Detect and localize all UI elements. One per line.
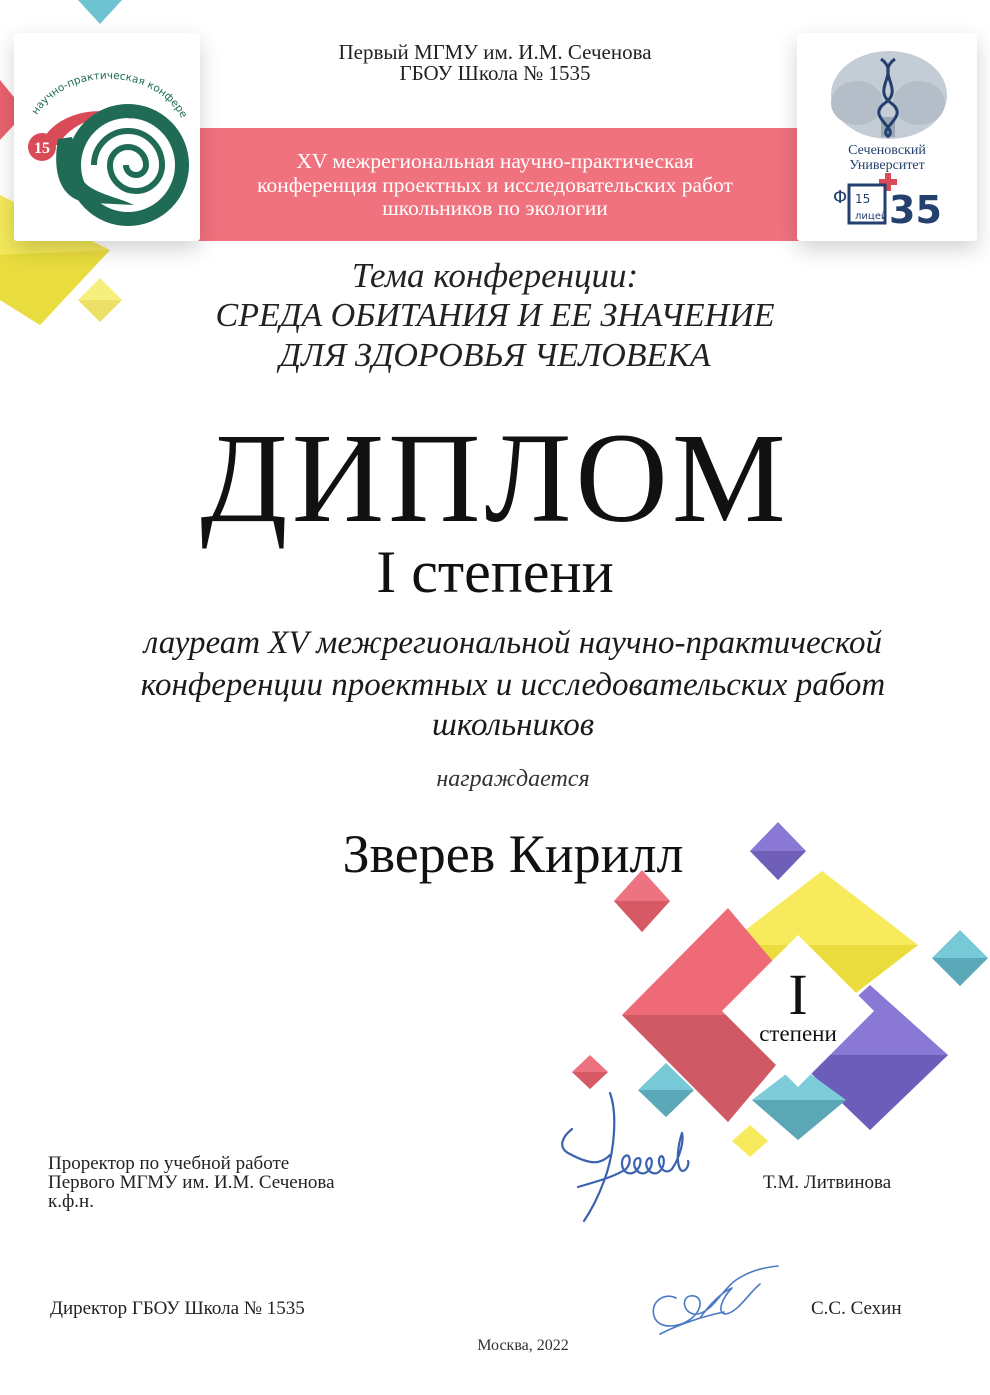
diploma-degree: I степени bbox=[376, 539, 614, 605]
diamond-yellow-tiny bbox=[732, 1125, 768, 1157]
lyceum-number: 15 bbox=[855, 192, 871, 206]
logo-number: 15 bbox=[34, 140, 50, 157]
prorector-title-3: к.ф.н. bbox=[48, 1191, 94, 1212]
laureate-line-3: школьников bbox=[431, 707, 595, 743]
logo-spiral bbox=[94, 131, 162, 191]
theme-label: Тема конференции: bbox=[351, 256, 639, 295]
theme-line-2: ДЛЯ ЗДОРОВЬЯ ЧЕЛОВЕКА bbox=[279, 337, 711, 374]
director-name: С.С. Сехин bbox=[811, 1298, 902, 1319]
diploma-title: ДИПЛОМ bbox=[200, 407, 790, 549]
theme-line-1: СРЕДА ОБИТАНИЯ И ЕЕ ЗНАЧЕНИЕ bbox=[215, 297, 775, 334]
director-signature bbox=[640, 1258, 790, 1340]
sechenov-logo-card bbox=[797, 33, 977, 241]
header-university: Первый МГМУ им. И.М. Сеченова bbox=[338, 40, 652, 64]
sechenov-line-2: Университет bbox=[849, 158, 925, 173]
school-number: 35 bbox=[889, 188, 942, 232]
banner-text bbox=[150, 150, 840, 221]
logo-arc-text: научно-практическая конфере bbox=[29, 69, 190, 121]
svg-text:Φ: Φ bbox=[833, 187, 848, 208]
prorector-title-1: Проректор по учебной работе bbox=[48, 1153, 290, 1174]
banner-line-3: школьников по экологии bbox=[382, 196, 608, 220]
header-school: ГБОУ Школа № 1535 bbox=[399, 61, 591, 85]
conference-logo-card bbox=[14, 33, 200, 241]
laureate-line-1: лауреат XV межрегиональной научно-практической bbox=[143, 625, 883, 661]
prorector-name: Т.М. Литвинова bbox=[763, 1172, 892, 1193]
laureate-line-2: конференции проектных и исследовательских работ bbox=[140, 667, 886, 703]
sechenov-logo bbox=[797, 33, 977, 241]
banner-line-1: XV межрегиональная научно-практическая bbox=[296, 149, 694, 173]
director-title: Директор ГБОУ Школа № 1535 bbox=[50, 1298, 305, 1319]
snail-logo bbox=[14, 33, 200, 241]
prorector-title-2: Первого МГМУ им. И.М. Сеченова bbox=[48, 1172, 335, 1193]
footer-city-year: Москва, 2022 bbox=[477, 1337, 569, 1354]
badge-word: степени bbox=[759, 1021, 837, 1046]
lyceum-word: лицей bbox=[855, 211, 888, 222]
awarded-label: награждается bbox=[436, 766, 590, 792]
prorector-signature bbox=[548, 1085, 708, 1230]
sechenov-line-1: Сеченовский bbox=[848, 143, 926, 158]
recipient-name: Зверев Кирилл bbox=[342, 824, 684, 884]
badge-roman: I bbox=[788, 962, 808, 1027]
banner-line-2: конференция проектных и исследовательских работ bbox=[257, 172, 733, 197]
